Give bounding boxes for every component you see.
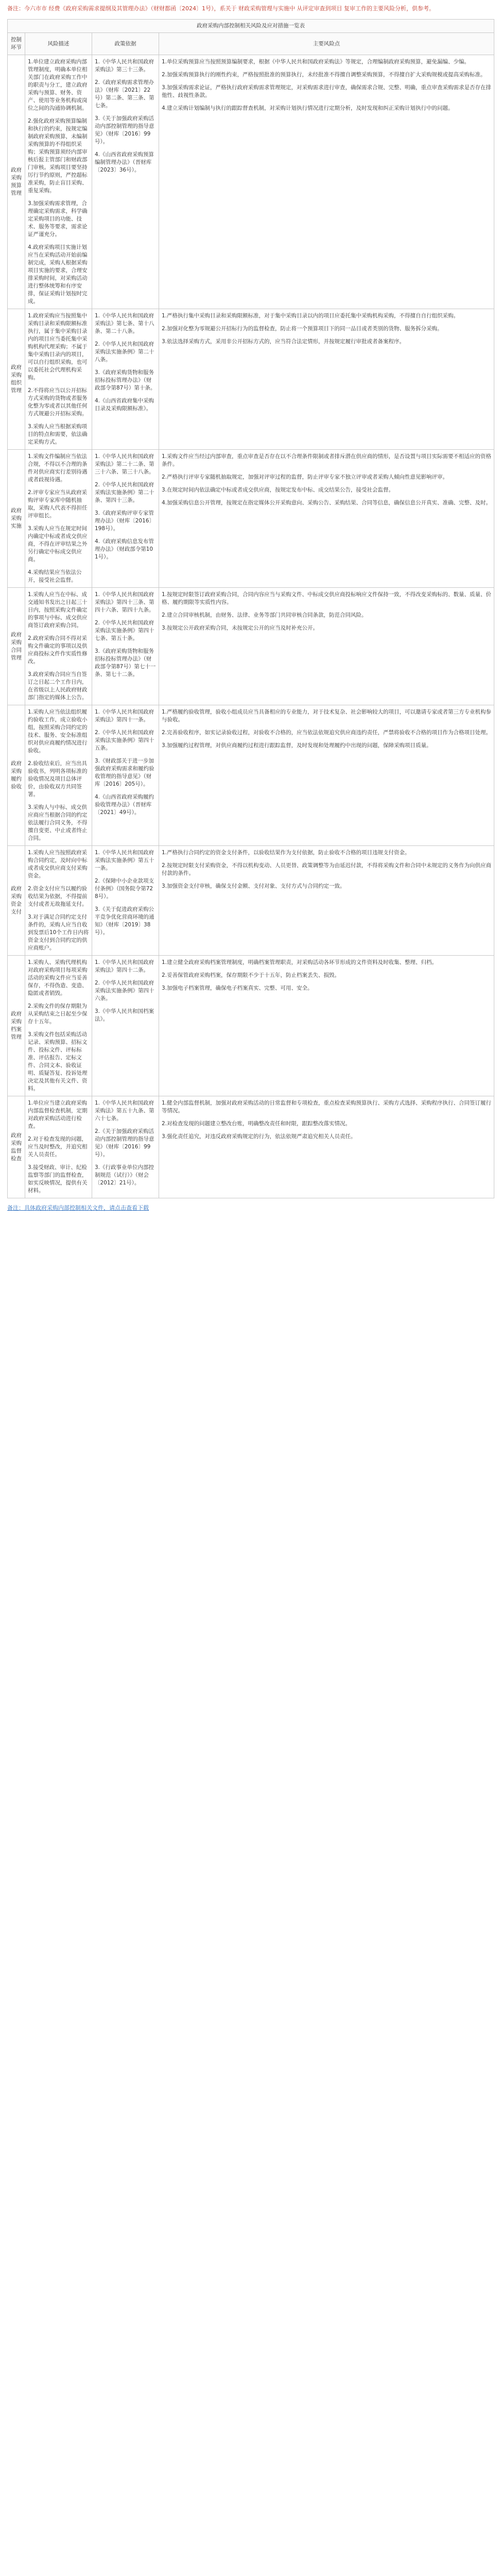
row-risk (25, 309, 92, 450)
row-measure (159, 956, 494, 1096)
basis-paragraph: 1.《中华人民共和国政府采购法》第七条、第十八条、第二十八条。 (95, 313, 154, 334)
risk-paragraph: 1.采购人应当依法组织履约验收工作，成立验收小组，按照采购合同约定的技术、服务、安全标准组织对供应商履约情况进行验收。 (28, 709, 88, 754)
row-measure (159, 588, 494, 705)
basis-paragraph: 1.《中华人民共和国政府采购法实施条例》第五十一条。 (95, 850, 154, 871)
table-row (8, 55, 494, 309)
measure-paragraph: 3.强化责任追究，对违反政府采购规定的行为，依法依规严肃追究相关人员责任。 (162, 1133, 356, 1140)
risk-paragraph: 3.接受财政、审计、纪检监察等部门的监督检查，如实反映情况，提供有关材料。 (28, 1164, 88, 1194)
row-risk (25, 55, 92, 309)
risk-paragraph: 3.采购文件包括采购活动记录、采购预算、招标文件、投标文件、评标标准、评估报告、定标文件、合同文本、验收证明、质疑答复、投诉处理决定及其他有关文件、资料。 (28, 1031, 88, 1092)
risk-paragraph: 3.采购人与中标、成交供应商应当根据合同的约定依法履行合同义务，不得擅自变更、中止或者终止合同。 (28, 804, 88, 841)
table-caption: 政府采购内部控制相关风险及应对措施一览表 (8, 20, 494, 33)
risk-paragraph: 1.采购文件编制应当依法合规，不得以不合理的条件对供应商实行差别待遇或者歧视待遇。 (28, 453, 88, 483)
row-risk (25, 846, 92, 956)
risk-paragraph: 2.采购文件的保存期限为从采购结束之日起至少保存十五年。 (28, 1003, 88, 1025)
risk-paragraph: 2.评审专家应当从政府采购评审专家库中随机抽取，采购人代表不得担任评审组长。 (28, 489, 88, 519)
risk-paragraph: 1.采购人、采购代理机构对政府采购项目每项采购活动的采购文件应当妥善保存，不得伪造、变造、隐匿或者销毁。 (28, 959, 88, 996)
row-measure (159, 705, 494, 846)
basis-paragraph: 2.《中华人民共和国政府采购法实施条例》第四十五条。 (95, 730, 154, 751)
header-measure: 主要风险点 (159, 33, 494, 55)
measure-paragraph: 1.健全内部监督机制，加强对政府采购活动的日常监督和专项检查，重点检查采购预算执行、采购方式选择、采购程序执行、合同签订履行等情况。 (162, 1100, 492, 1114)
basis-paragraph: 2.《中华人民共和国政府采购法实施条例》第二十八条。 (95, 341, 154, 363)
row-measure (159, 846, 494, 956)
table-row (8, 1096, 494, 1198)
measure-paragraph: 1.采购文件应当经过内部审查，重点审查是否存在以不合理条件限制或者排斥潜在供应商的情形，是否设置与项目实际需要不相适应的资格条件。 (162, 453, 492, 467)
basis-paragraph: 2.《政府采购需求管理办法》（财库〔2021〕22号）第二条、第三条、第七条。 (95, 79, 154, 109)
risk-paragraph: 2.不得将应当以公开招标方式采购的货物或者服务化整为零或者以其他任何方式规避公开招标采购。 (28, 387, 88, 417)
basis-paragraph: 3.《政府采购货物和服务招标投标管理办法》（财政部令第87号）第十条。 (95, 369, 156, 391)
risk-paragraph: 1.单位建立政府采购内部管理制度，明确本单位相关部门在政府采购工作中的职责与分工，建立政府采购与预算、财务、资产、使用等业务机构或岗位之间的沟通协调机制。 (28, 59, 88, 111)
measure-paragraph: 2.严格执行评审专家随机抽取规定，加强对评审过程的监督，防止评审专家不独立评审或者采购人倾向性意见影响评审。 (162, 474, 448, 480)
measure-paragraph: 3.加强资金支付审核，确保支付金额、支付对象、支付方式与合同约定一致。 (162, 883, 345, 889)
row-measure (159, 55, 494, 309)
header-phase: 控制环节 (8, 33, 25, 55)
table-row (8, 956, 494, 1096)
measure-paragraph: 2.按规定时限支付采购资金，不得以机构变动、人员更替、政策调整等为由延迟付款，不得将采购文件和合同中未规定的义务作为向供应商付款的条件。 (162, 862, 492, 876)
row-basis (92, 1096, 159, 1198)
measure-paragraph: 1.严格执行集中采购目录和采购限额标准，对于集中采购目录以内的项目应委托集中采购机构采购，不得擅自自行组织采购。 (162, 313, 459, 319)
row-basis (92, 705, 159, 846)
measure-paragraph: 4.建立采购计划编制与执行的跟踪督查机制，对采购计划执行情况进行定期分析，及时发现和纠正采购计划执行中的问题。 (162, 105, 454, 111)
risk-paragraph: 3.采购人应当在规定时间内确定中标或者成交供应商，不得在评审结果之外另行确定中标成交供应商。 (28, 526, 88, 563)
table-row (8, 309, 494, 450)
row-measure (159, 309, 494, 450)
row-phase: 政府采购资金支付 (8, 846, 25, 956)
measure-paragraph: 3.加强采购需求论证，严格执行政府采购需求管理规定，对采购需求进行审查，确保需求合规、完整、明确，重点审查采购需求是否存在排他性、歧视性条款。 (162, 84, 492, 98)
basis-paragraph: 3.《中华人民共和国档案法》。 (95, 1008, 154, 1022)
page (0, 0, 501, 1217)
table-body (8, 55, 494, 1198)
measure-paragraph: 4.加强采购信息公开管理，按规定在指定媒体公开采购意向、采购公告、采购结果、合同等信息，确保信息公开真实、准确、完整、及时。 (162, 500, 492, 506)
risk-paragraph: 2.验收结束后，应当出具验收书，列明各项标准的验收情况及项目总体评价，由验收双方共同签署。 (28, 760, 88, 798)
measure-paragraph: 2.建立合同审核机制，由财务、法律、业务等部门共同审核合同条款，防范合同风险。 (162, 612, 367, 618)
basis-paragraph: 4.《山西省政府采购预算编制管理办法》（晋财库〔2023〕36号）。 (95, 151, 154, 173)
measure-paragraph: 1.建立健全政府采购档案管理制度，明确档案管理职责，对采购活动各环节形成的文件资料及时收集、整理、归档。 (162, 959, 438, 965)
table-wrapper (0, 19, 501, 1198)
basis-paragraph: 4.《山西省政府集中采购目录及采购限额标准》。 (95, 398, 154, 412)
risk-paragraph: 1.政府采购应当按照集中采购目录和采购限额标准执行，属于集中采购目录内的项目应当委托集中采购机构代理采购；不属于集中采购目录内的项目，可以自行组织采购，也可以委托社会代理机构采购。 (28, 313, 88, 381)
basis-paragraph: 1.《中华人民共和国政府采购法》第三十三条。 (95, 59, 154, 73)
measure-paragraph: 2.对检查发现的问题建立整改台账，明确整改责任和时限，跟踪整改落实情况。 (162, 1121, 351, 1127)
basis-paragraph: 3.《政府采购评审专家管理办法》（财库〔2016〕198号）。 (95, 510, 154, 532)
row-phase: 政府采购档案管理 (8, 956, 25, 1096)
measure-paragraph: 1.严格履约验收管理，验收小组成员应当具备相应的专业能力，对于技术复杂、社会影响较大的项目，可以邀请专家或者第三方专业机构参与验收。 (162, 709, 492, 723)
row-risk (25, 588, 92, 705)
row-phase: 政府采购合同管理 (8, 588, 25, 705)
table-row (8, 705, 494, 846)
row-basis (92, 846, 159, 956)
risk-paragraph: 3.政府采购合同应当自签订之日起二个工作日内，在省级以上人民政府财政部门指定的媒体上公告。 (28, 671, 88, 701)
basis-paragraph: 4.《政府采购信息发布管理办法》（财政部令第101号）。 (95, 538, 154, 560)
risk-paragraph: 2.对于检查发现的问题，应当及时整改，并追究相关人员责任。 (28, 1136, 88, 1158)
risk-paragraph: 3.采购人应当根据采购项目的特点和需要，依法确定采购方式。 (28, 423, 88, 445)
table-row (8, 588, 494, 705)
measure-paragraph: 3.在规定时间内依法确定中标或者成交供应商，按规定发布中标、成交结果公告，接受社会监督。 (162, 487, 394, 493)
risk-paragraph: 2.政府采购合同不得对采购文件确定的事项以及供应商投标文件作实质性修改。 (28, 635, 88, 665)
measure-paragraph: 2.加强对化整为零规避公开招标行为的监督检查，防止将一个预算项目下的同一品目或者类别的货物、服务拆分采购。 (162, 326, 443, 332)
basis-paragraph: 2.《中华人民共和国政府采购法实施条例》第二十条、第四十三条。 (95, 482, 154, 503)
measure-paragraph: 1.单位采购预算应当按照预算编制要求，根据《中华人民共和国政府采购法》等规定，合理编制政府采购预算，避免漏编、少编。 (162, 59, 470, 65)
basis-paragraph: 1.《中华人民共和国政府采购法》第二十二条、第三十六条、第三十八条。 (95, 453, 154, 475)
risk-paragraph: 1.采购人应当在中标、成交通知书发出之日起三十日内，按照采购文件确定的事项与中标、成交供应商签订政府采购合同。 (28, 591, 88, 629)
row-risk (25, 1096, 92, 1198)
basis-paragraph: 3.《行政事业单位内部控制规范（试行）》（财会〔2012〕21号）。 (95, 1164, 154, 1186)
table-row (8, 450, 494, 588)
row-measure (159, 450, 494, 588)
risk-paragraph: 4.政府采购项目实施计划应当在采购活动开始前编制完成，采购人根据采购项目实施的要求，合理安排采购时间，对采购活动进行整体统筹和有序安排，保证采购计划按时完成。 (28, 244, 88, 304)
measure-paragraph: 2.完善验收程序，如实记录验收过程，对验收不合格的，应当依法依规追究供应商违约责任，严禁将验收不合格的项目作为合格项目处理。 (162, 730, 492, 736)
row-basis (92, 956, 159, 1096)
row-basis (92, 588, 159, 705)
row-risk (25, 450, 92, 588)
basis-paragraph: 1.《中华人民共和国政府采购法》第五十九条、第六十七条。 (95, 1100, 154, 1122)
risk-paragraph: 1.采购人应当按照政府采购合同约定，及时向中标或者成交供应商支付采购资金。 (28, 850, 88, 879)
row-basis (92, 450, 159, 588)
row-phase: 政府采购组织管理 (8, 309, 25, 450)
header-risk: 风险描述 (25, 33, 92, 55)
basis-paragraph: 2.《中华人民共和国政府采购法实施条例》第四十六条。 (95, 980, 154, 1002)
measure-paragraph: 3.按规定公开政府采购合同，未按规定公开的应当及时补充公开。 (162, 625, 319, 631)
row-risk (25, 956, 92, 1096)
risk-paragraph: 4.采购结果应当依法公开，接受社会监督。 (28, 569, 82, 583)
row-phase: 政府采购预算管理 (8, 55, 25, 309)
basis-paragraph: 3.《政府采购货物和服务招标投标管理办法》（财政部令第87号）第七十一条、第七十二条。 (95, 648, 156, 677)
basis-paragraph: 3.《财政部关于进一步加强政府采购需求和履约验收管理的指导意见》（财库〔2016〕205号）。 (95, 758, 154, 787)
basis-paragraph: 1.《中华人民共和国政府采购法》第四十二条。 (95, 959, 154, 973)
risk-paragraph: 2.资金支付应当以履约验收结果为依据，不得提前支付或者无故拖延支付。 (28, 886, 88, 907)
basis-paragraph: 2.《保障中小企业款项支付条例》（国务院令第728号）。 (95, 878, 154, 900)
risk-paragraph: 1.单位应当建立政府采购内部监督检查机制，定期对政府采购活动进行检查。 (28, 1100, 88, 1129)
footer (0, 1198, 501, 1217)
header-basis: 政策依据 (92, 33, 159, 55)
basis-paragraph: 3.《关于加强政府采购活动内部控制管理的指导意见》（财库〔2016〕99号）。 (95, 115, 154, 145)
risk-paragraph: 2.强化政府采购预算编制和执行的约束，按规定编制政府采购预算，未编制采购预算的不得组织采购；采购预算须经内部审核后报主管部门和财政部门审核。采购项目要坚持厉行节约原则，严控超标准采购，防止盲目采购、重复采购。 (28, 118, 88, 194)
row-phase: 政府采购履约验收 (8, 705, 25, 846)
header-note: 备注：今六市市 经费《政府采购需求提纲及其管理办法》（财财都函〔2024〕1号），系关于 财政采购管理与实施中 从评定审查到项目 复审工作的主要风险分析，供参考。 (7, 5, 435, 12)
row-phase: 政府采购实施 (8, 450, 25, 588)
measure-paragraph: 2.妥善保管政府采购档案，保存期限不少于十五年，防止档案丢失、损毁。 (162, 972, 340, 978)
row-basis (92, 55, 159, 309)
row-risk (25, 705, 92, 846)
measure-paragraph: 2.加强采购预算执行的刚性约束，严格按照批准的预算执行，未经批准不得擅自调整采购预算，不得擅自扩大采购规模或提高采购标准。 (162, 72, 486, 78)
measure-paragraph: 3.加强电子档案管理，确保电子档案真实、完整、可用、安全。 (162, 985, 313, 991)
row-basis (92, 309, 159, 450)
basis-paragraph: 3.《关于促进政府采购公平竞争优化营商环境的通知》（财库〔2019〕38号）。 (95, 906, 154, 936)
measure-paragraph: 3.依法选择采购方式，采用非公开招标方式的，应当符合法定情形，并按规定履行审批或者备案程序。 (162, 338, 405, 345)
footer-download-link[interactable]: 备注：具体政府采购内部控制相关文件，请点击查看下载 (7, 1205, 149, 1211)
basis-paragraph: 2.《中华人民共和国政府采购法实施条例》第四十七条、第五十条。 (95, 620, 154, 641)
risk-paragraph: 3.加强采购需求管理，合理确定采购需求，科学确定采购项目的功能、技术、服务等要求，需求论证严谨充分。 (28, 200, 88, 238)
basis-paragraph: 4.《山西省政府采购履约验收管理办法》（晋财库〔2021〕49号）。 (95, 794, 154, 816)
measure-paragraph: 1.严格执行合同约定的资金支付条件，以验收结果作为支付依据，防止验收不合格的项目违规支付资金。 (162, 850, 410, 856)
risk-control-table (7, 19, 494, 1198)
risk-paragraph: 3.对于满足合同约定支付条件的，采购人应当自收到发票后10个工作日内将资金支付到合同约定的供应商账户。 (28, 914, 89, 951)
row-phase: 政府采购监督检查 (8, 1096, 25, 1198)
basis-paragraph: 1.《中华人民共和国政府采购法》第四十三条、第四十六条、第四十九条。 (95, 591, 154, 613)
measure-paragraph: 1.按规定时限签订政府采购合同，合同内容应当与采购文件、中标成交供应商投标响应文件保持一致，不得改变采购标的、数量、质量、价格、履约期限等实质性内容。 (162, 591, 492, 605)
basis-paragraph: 2.《关于加强政府采购活动内部控制管理的指导意见》（财库〔2016〕99号）。 (95, 1128, 154, 1158)
row-measure (159, 1096, 494, 1198)
basis-paragraph: 1.《中华人民共和国政府采购法》第四十一条。 (95, 709, 154, 723)
table-row (8, 846, 494, 956)
measure-paragraph: 3.加强履约过程管理，对供应商履约过程进行跟踪监督，及时发现和处理履约中出现的问题，保障采购项目质量。 (162, 742, 432, 749)
